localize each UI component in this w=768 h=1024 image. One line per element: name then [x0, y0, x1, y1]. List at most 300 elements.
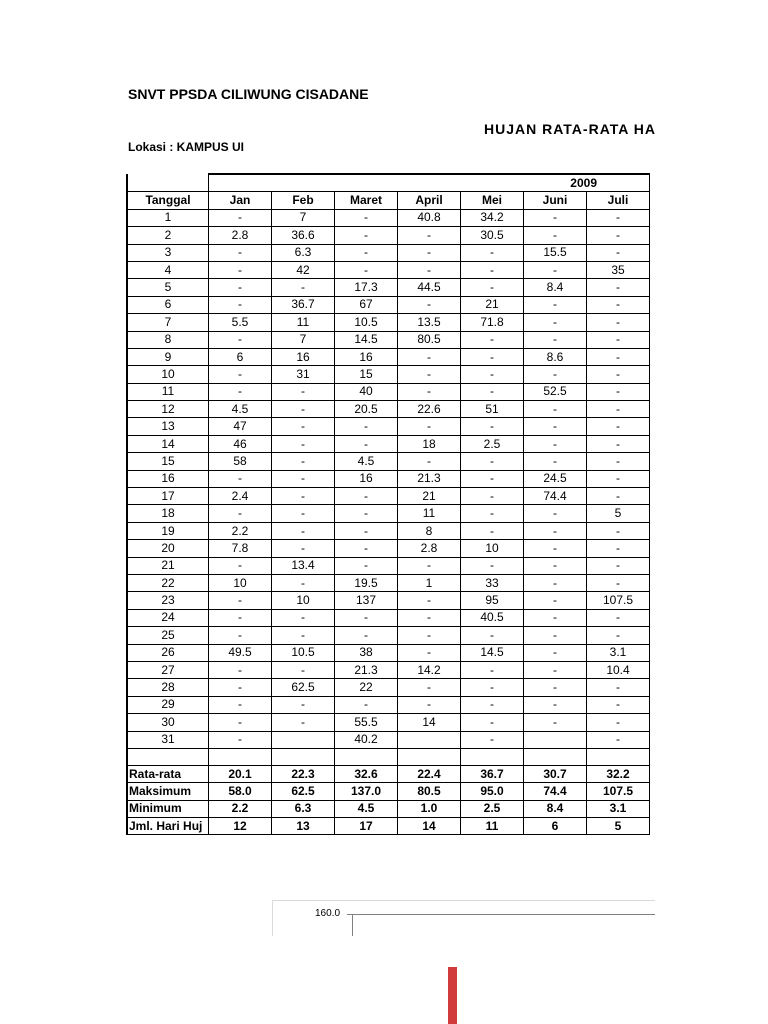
rain-cell: 13.4 — [272, 557, 335, 574]
rain-cell: - — [461, 522, 524, 539]
rain-cell: 16 — [335, 348, 398, 365]
blank-cell — [587, 748, 650, 765]
table-row — [127, 331, 650, 348]
rain-cell: - — [587, 209, 650, 226]
rain-cell: - — [335, 609, 398, 626]
blank-cell — [398, 748, 461, 765]
rain-cell: - — [524, 574, 587, 591]
rain-cell: 20.5 — [335, 401, 398, 418]
rain-cell: 35 — [587, 261, 650, 278]
stat-label: Rata-rata — [127, 765, 209, 782]
rain-cell: - — [461, 557, 524, 574]
rain-cell: 51 — [461, 401, 524, 418]
rain-cell — [398, 731, 461, 748]
table-row — [127, 366, 650, 383]
rain-cell: - — [587, 314, 650, 331]
rain-cell: - — [524, 435, 587, 452]
table-row — [127, 470, 650, 487]
stat-value: 22.3 — [272, 765, 335, 782]
rain-cell: - — [524, 366, 587, 383]
rain-cell: - — [524, 261, 587, 278]
month-header: Jan — [209, 192, 272, 209]
rain-cell: - — [272, 574, 335, 591]
rain-cell: - — [209, 505, 272, 522]
rain-cell: - — [335, 488, 398, 505]
rain-cell: - — [272, 470, 335, 487]
rain-cell: 46 — [209, 435, 272, 452]
stat-value: 13 — [272, 818, 335, 835]
rain-cell: - — [461, 679, 524, 696]
rain-cell: - — [272, 435, 335, 452]
rain-cell: 52.5 — [524, 383, 587, 400]
rain-cell: 40 — [335, 383, 398, 400]
rain-cell: - — [461, 383, 524, 400]
rain-cell: 14 — [398, 714, 461, 731]
rain-cell: 30.5 — [461, 227, 524, 244]
rain-cell: - — [461, 348, 524, 365]
rain-cell: - — [524, 453, 587, 470]
rainfall-chart — [272, 900, 655, 1024]
rain-cell: - — [587, 279, 650, 296]
rain-cell: 36.7 — [272, 296, 335, 313]
rain-cell: - — [209, 279, 272, 296]
day-cell: 6 — [127, 296, 209, 313]
stat-label: Maksimum — [127, 783, 209, 800]
rain-cell: 71.8 — [461, 314, 524, 331]
rain-cell: 10 — [461, 540, 524, 557]
stat-value: 6.3 — [272, 800, 335, 817]
table-row — [127, 296, 650, 313]
year-row — [127, 174, 650, 192]
rain-cell: - — [524, 696, 587, 713]
rain-cell: 13.5 — [398, 314, 461, 331]
rain-cell: - — [524, 227, 587, 244]
rain-cell: - — [461, 505, 524, 522]
rain-cell: 107.5 — [587, 592, 650, 609]
rain-cell: - — [272, 609, 335, 626]
rain-cell: 95 — [461, 592, 524, 609]
rain-cell: - — [398, 244, 461, 261]
day-cell: 19 — [127, 522, 209, 539]
rain-cell: 31 — [272, 366, 335, 383]
rain-cell: - — [461, 627, 524, 644]
rain-cell: - — [272, 383, 335, 400]
table-row — [127, 418, 650, 435]
rain-cell: - — [272, 418, 335, 435]
rain-cell: 5 — [587, 505, 650, 522]
rain-cell: - — [209, 209, 272, 226]
stat-value: 14 — [398, 818, 461, 835]
org-name: SNVT PPSDA CILIWUNG CISADANE — [128, 86, 369, 102]
bar-maret — [448, 967, 457, 1024]
rain-cell: 16 — [335, 470, 398, 487]
rain-cell: 2.8 — [398, 540, 461, 557]
rain-cell: - — [272, 696, 335, 713]
stat-row — [127, 818, 650, 835]
rain-cell: - — [524, 401, 587, 418]
stat-value: 11 — [461, 818, 524, 835]
rain-cell: - — [398, 627, 461, 644]
stat-value: 32.2 — [587, 765, 650, 782]
month-header: Juni — [524, 192, 587, 209]
rain-cell: - — [335, 540, 398, 557]
rain-cell: - — [335, 244, 398, 261]
blank-cell — [272, 748, 335, 765]
location-label: Lokasi : KAMPUS UI — [128, 140, 245, 154]
day-cell: 10 — [127, 366, 209, 383]
rain-cell: 7.8 — [209, 540, 272, 557]
rain-cell: 4.5 — [335, 453, 398, 470]
rain-cell: 7 — [272, 331, 335, 348]
rain-cell: - — [461, 696, 524, 713]
rain-cell: 80.5 — [398, 331, 461, 348]
rain-cell: - — [587, 418, 650, 435]
rain-cell: - — [209, 609, 272, 626]
rain-cell: - — [587, 731, 650, 748]
stat-value: 36.7 — [461, 765, 524, 782]
rain-cell: 137 — [335, 592, 398, 609]
rain-cell: - — [461, 331, 524, 348]
rain-cell: 34.2 — [461, 209, 524, 226]
day-cell: 29 — [127, 696, 209, 713]
rain-cell: - — [587, 540, 650, 557]
rain-cell: 40.5 — [461, 609, 524, 626]
rain-cell: - — [587, 244, 650, 261]
blank-cell — [209, 748, 272, 765]
day-cell: 5 — [127, 279, 209, 296]
rain-cell: - — [524, 331, 587, 348]
rain-cell: - — [398, 296, 461, 313]
day-cell: 16 — [127, 470, 209, 487]
rain-cell: - — [587, 401, 650, 418]
table-row — [127, 209, 650, 226]
rain-cell: 36.6 — [272, 227, 335, 244]
rain-cell — [524, 731, 587, 748]
rain-cell: - — [587, 453, 650, 470]
rain-cell: 14.5 — [335, 331, 398, 348]
month-header: Mei — [461, 192, 524, 209]
rain-cell: - — [335, 435, 398, 452]
rain-cell: - — [587, 227, 650, 244]
rain-cell: 55.5 — [335, 714, 398, 731]
table-row — [127, 574, 650, 591]
blank-cell — [524, 748, 587, 765]
rain-cell: 2.4 — [209, 488, 272, 505]
day-cell: 1 — [127, 209, 209, 226]
rain-cell: - — [524, 679, 587, 696]
rain-cell: - — [587, 488, 650, 505]
stat-row — [127, 783, 650, 800]
day-cell: 15 — [127, 453, 209, 470]
rain-cell: - — [335, 627, 398, 644]
gridline-top — [347, 914, 655, 915]
rain-cell: - — [587, 696, 650, 713]
stat-value: 58.0 — [209, 783, 272, 800]
rain-cell: 21 — [461, 296, 524, 313]
rain-cell: - — [209, 592, 272, 609]
table-row — [127, 453, 650, 470]
rain-cell: - — [209, 366, 272, 383]
table-row — [127, 644, 650, 661]
table-row — [127, 714, 650, 731]
rain-cell: - — [272, 540, 335, 557]
rain-cell: 38 — [335, 644, 398, 661]
y-axis — [352, 914, 353, 936]
rain-cell: - — [524, 609, 587, 626]
rain-cell: 40.8 — [398, 209, 461, 226]
rain-cell: 11 — [398, 505, 461, 522]
rainfall-table — [126, 173, 650, 835]
stat-value: 17 — [335, 818, 398, 835]
rain-cell: - — [209, 731, 272, 748]
rain-cell: 17.3 — [335, 279, 398, 296]
day-cell: 22 — [127, 574, 209, 591]
rain-cell: - — [461, 366, 524, 383]
rain-cell: - — [272, 279, 335, 296]
stat-value: 74.4 — [524, 783, 587, 800]
rain-cell: - — [272, 661, 335, 678]
rain-cell: - — [335, 505, 398, 522]
table-row — [127, 540, 650, 557]
rain-cell: 18 — [398, 435, 461, 452]
day-cell: 18 — [127, 505, 209, 522]
table-row — [127, 627, 650, 644]
stat-value: 107.5 — [587, 783, 650, 800]
rain-cell: 49.5 — [209, 644, 272, 661]
stat-value: 4.5 — [335, 800, 398, 817]
rain-cell: 8 — [398, 522, 461, 539]
rain-cell: - — [524, 644, 587, 661]
rain-cell: - — [461, 488, 524, 505]
rain-cell: 10 — [209, 574, 272, 591]
rain-cell: - — [272, 401, 335, 418]
rain-cell: - — [398, 383, 461, 400]
rain-cell: 6.3 — [272, 244, 335, 261]
rain-cell: - — [272, 714, 335, 731]
rain-cell: 10.5 — [335, 314, 398, 331]
rain-cell: 74.4 — [524, 488, 587, 505]
rain-cell: - — [587, 470, 650, 487]
rain-cell: 8.6 — [524, 348, 587, 365]
rain-cell: - — [272, 488, 335, 505]
rain-cell: - — [461, 470, 524, 487]
rain-cell: 11 — [272, 314, 335, 331]
stat-value: 1.0 — [398, 800, 461, 817]
rain-cell: 19.5 — [335, 574, 398, 591]
rain-cell: - — [587, 609, 650, 626]
rain-cell: 21.3 — [335, 661, 398, 678]
day-cell: 2 — [127, 227, 209, 244]
table-row — [127, 348, 650, 365]
rain-cell: - — [209, 383, 272, 400]
table-row — [127, 696, 650, 713]
rain-cell: - — [209, 331, 272, 348]
stat-value: 12 — [209, 818, 272, 835]
table-row — [127, 505, 650, 522]
stat-label: Minimum — [127, 800, 209, 817]
rain-cell: 3.1 — [587, 644, 650, 661]
header-row — [127, 192, 650, 209]
blank-cell — [127, 748, 209, 765]
stat-value: 3.1 — [587, 800, 650, 817]
stat-value: 6 — [524, 818, 587, 835]
rain-cell: - — [524, 209, 587, 226]
rain-cell: - — [335, 227, 398, 244]
rain-cell: - — [398, 418, 461, 435]
rain-cell: - — [398, 227, 461, 244]
day-cell: 14 — [127, 435, 209, 452]
rain-cell: - — [272, 505, 335, 522]
y-tick-label: 160.0 — [315, 908, 341, 919]
rain-cell: - — [587, 383, 650, 400]
day-cell: 9 — [127, 348, 209, 365]
rain-cell: - — [524, 522, 587, 539]
table-row — [127, 731, 650, 748]
table-row — [127, 609, 650, 626]
day-cell: 26 — [127, 644, 209, 661]
day-cell: 23 — [127, 592, 209, 609]
table-row — [127, 401, 650, 418]
table-row — [127, 522, 650, 539]
rain-cell: 1 — [398, 574, 461, 591]
rain-cell: - — [398, 696, 461, 713]
rain-cell: 16 — [272, 348, 335, 365]
rain-cell: - — [587, 296, 650, 313]
col-day-header: Tanggal — [127, 192, 209, 209]
month-header: Juli — [587, 192, 650, 209]
day-cell: 21 — [127, 557, 209, 574]
rain-cell: - — [587, 366, 650, 383]
rain-cell: - — [398, 679, 461, 696]
rain-cell: - — [209, 296, 272, 313]
stat-row — [127, 765, 650, 782]
rain-cell: 10 — [272, 592, 335, 609]
rain-cell: - — [461, 661, 524, 678]
rain-cell: - — [335, 696, 398, 713]
table-row — [127, 592, 650, 609]
month-header: April — [398, 192, 461, 209]
day-cell: 3 — [127, 244, 209, 261]
stat-value: 5 — [587, 818, 650, 835]
rain-cell: - — [524, 418, 587, 435]
rain-cell: - — [209, 244, 272, 261]
rain-cell: - — [209, 714, 272, 731]
rain-cell: - — [209, 679, 272, 696]
rain-cell: 5.5 — [209, 314, 272, 331]
stat-value: 32.6 — [335, 765, 398, 782]
stat-value: 20.1 — [209, 765, 272, 782]
rain-cell: - — [461, 418, 524, 435]
day-cell: 8 — [127, 331, 209, 348]
rain-cell: - — [209, 661, 272, 678]
blank-cell — [335, 748, 398, 765]
day-cell: 12 — [127, 401, 209, 418]
rain-cell: 21 — [398, 488, 461, 505]
rain-cell — [272, 731, 335, 748]
day-cell: 28 — [127, 679, 209, 696]
day-cell: 13 — [127, 418, 209, 435]
stat-value: 30.7 — [524, 765, 587, 782]
rain-cell: - — [587, 522, 650, 539]
table-row — [127, 279, 650, 296]
blank-cell — [461, 748, 524, 765]
table-row — [127, 661, 650, 678]
rain-cell: - — [524, 540, 587, 557]
rain-cell: - — [398, 453, 461, 470]
month-header: Feb — [272, 192, 335, 209]
rain-cell: - — [209, 627, 272, 644]
rain-cell: - — [461, 279, 524, 296]
rain-cell: - — [587, 627, 650, 644]
rain-cell: 10.5 — [272, 644, 335, 661]
day-cell: 30 — [127, 714, 209, 731]
day-cell: 25 — [127, 627, 209, 644]
rain-cell: 21.3 — [398, 470, 461, 487]
rain-cell: 33 — [461, 574, 524, 591]
rain-cell: 42 — [272, 261, 335, 278]
rain-cell: - — [461, 244, 524, 261]
rain-cell: 2.2 — [209, 522, 272, 539]
rain-cell: 14.2 — [398, 661, 461, 678]
rain-cell: 7 — [272, 209, 335, 226]
rain-cell: 8.4 — [524, 279, 587, 296]
rain-cell: 62.5 — [272, 679, 335, 696]
day-cell: 7 — [127, 314, 209, 331]
table-row — [127, 244, 650, 261]
rain-cell: 58 — [209, 453, 272, 470]
rain-cell: - — [398, 261, 461, 278]
rain-cell: - — [398, 609, 461, 626]
rain-cell: - — [272, 522, 335, 539]
rain-cell: - — [398, 592, 461, 609]
day-cell: 20 — [127, 540, 209, 557]
rain-cell: - — [587, 331, 650, 348]
stat-label: Jml. Hari Huj — [127, 818, 209, 835]
rain-cell: 15.5 — [524, 244, 587, 261]
stat-value: 8.4 — [524, 800, 587, 817]
day-cell: 17 — [127, 488, 209, 505]
day-cell: 31 — [127, 731, 209, 748]
rain-cell: - — [587, 679, 650, 696]
rain-cell: - — [398, 557, 461, 574]
stat-value: 22.4 — [398, 765, 461, 782]
rain-cell: - — [461, 714, 524, 731]
rain-cell: - — [461, 453, 524, 470]
rain-cell: - — [524, 627, 587, 644]
rain-cell: - — [335, 418, 398, 435]
rain-cell: - — [587, 557, 650, 574]
rain-cell: 22 — [335, 679, 398, 696]
rainfall-table-container — [126, 173, 655, 835]
rain-cell: - — [587, 574, 650, 591]
table-row — [127, 488, 650, 505]
rain-cell: - — [272, 453, 335, 470]
chart-frame-left — [272, 900, 273, 936]
year-label: 2009 — [209, 174, 650, 192]
rain-cell: - — [524, 505, 587, 522]
rain-cell: 15 — [335, 366, 398, 383]
stat-value: 95.0 — [461, 783, 524, 800]
table-row — [127, 314, 650, 331]
table-row — [127, 227, 650, 244]
rain-cell: - — [524, 557, 587, 574]
table-row — [127, 435, 650, 452]
rain-cell: - — [335, 557, 398, 574]
rain-cell: - — [272, 627, 335, 644]
rain-cell: 44.5 — [398, 279, 461, 296]
rain-cell: - — [524, 314, 587, 331]
rain-cell: - — [209, 696, 272, 713]
